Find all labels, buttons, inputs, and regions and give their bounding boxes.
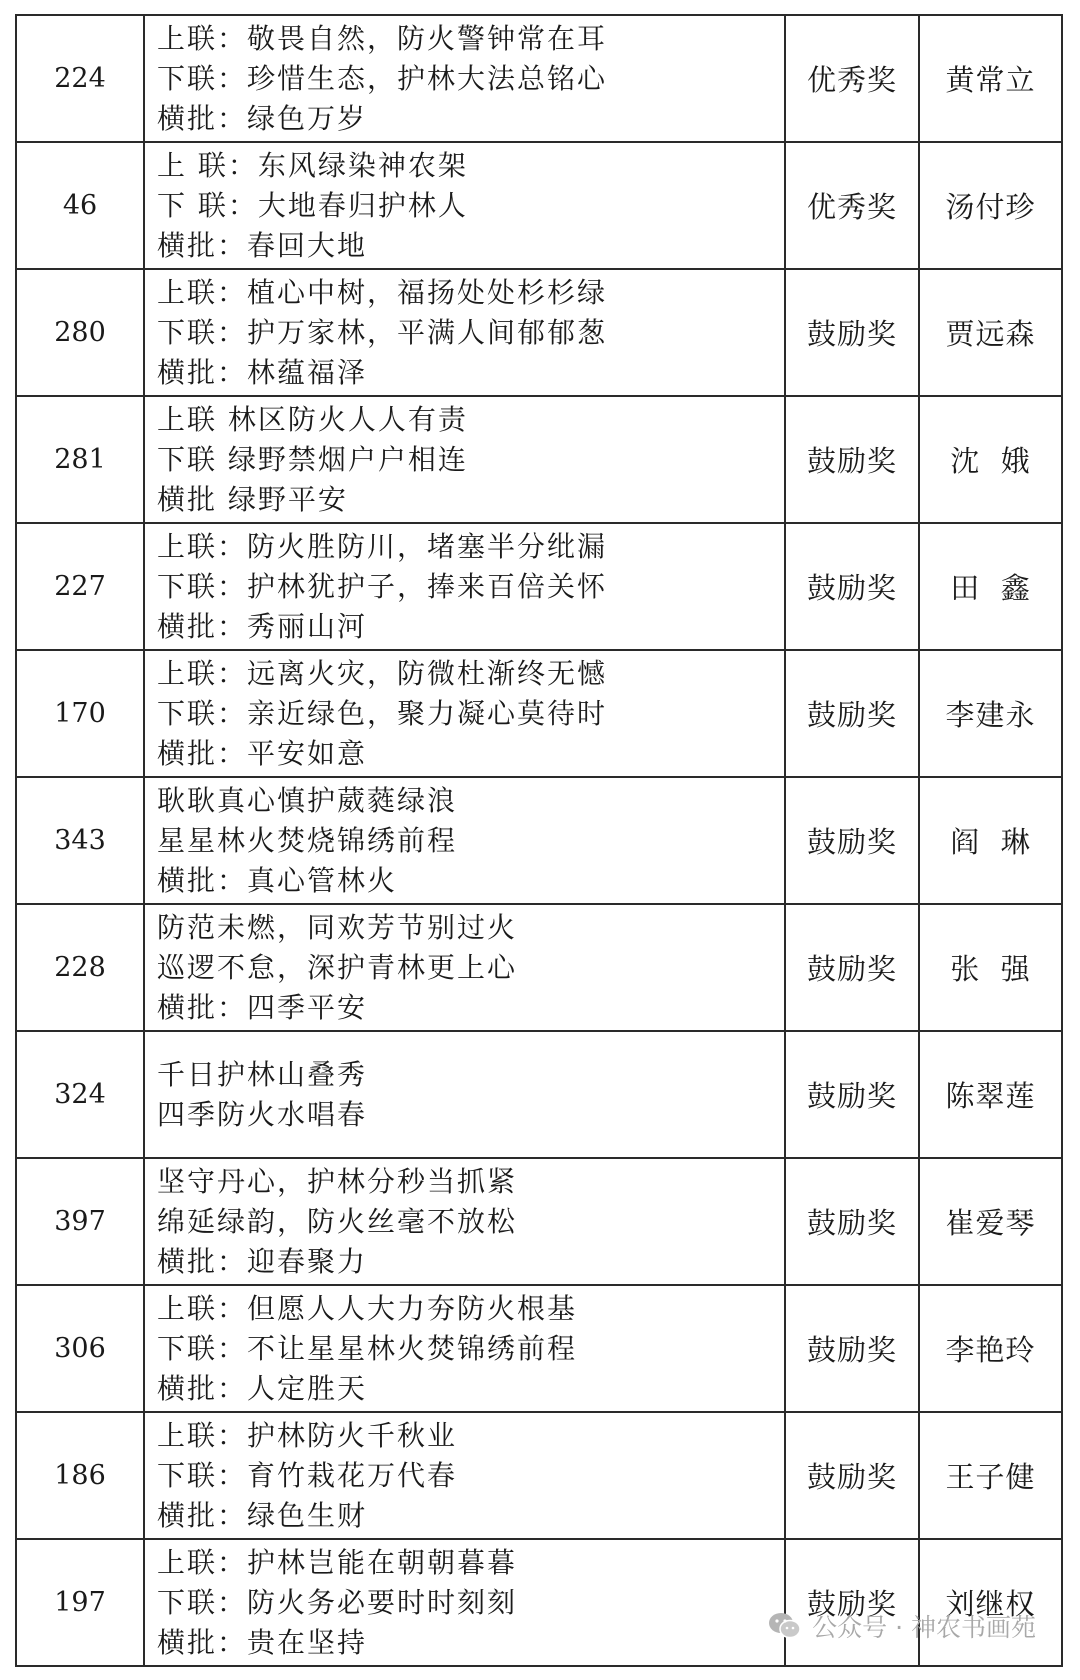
couplet-line: 横批 绿野平安	[157, 482, 348, 516]
author-name: 崔爱琴	[945, 1206, 1036, 1240]
author-name: 李艳玲	[945, 1333, 1036, 1367]
couplet-cell	[144, 1412, 785, 1539]
couplet-cell	[144, 1031, 785, 1158]
couplet-line: 下联：护林犹护子，捧来百倍关怀	[157, 569, 608, 603]
couplet-line: 四季防火水唱春	[157, 1097, 368, 1131]
couplet-line: 下联 绿野禁烟户户相连	[157, 442, 468, 476]
entry-number: 224	[16, 15, 144, 142]
award-level: 鼓励奖	[785, 650, 919, 777]
couplet-cell	[144, 269, 785, 396]
table-row	[16, 1031, 1062, 1158]
author-name-cell	[919, 15, 1062, 142]
couplet-cell	[144, 1285, 785, 1412]
couplet-line: 上联：但愿人人大力夯防火根基	[157, 1291, 578, 1325]
couplet-line: 下联：育竹栽花万代春	[157, 1458, 458, 1492]
author-name: 汤付珍	[945, 190, 1036, 224]
couplet-line: 上联：护林防火千秋业	[157, 1418, 458, 1452]
couplet-line: 横批：贵在坚持	[157, 1625, 368, 1659]
entry-number: 281	[16, 396, 144, 523]
couplet-line: 星星林火焚烧锦绣前程	[157, 823, 458, 857]
table-row	[16, 396, 1062, 523]
couplet-line: 横批：迎春聚力	[157, 1244, 368, 1278]
table-row	[16, 1539, 1062, 1666]
award-level: 鼓励奖	[785, 1539, 919, 1666]
table-row	[16, 650, 1062, 777]
couplet-line: 防范未燃，同欢芳节别过火	[157, 910, 518, 944]
couplet-line: 上联：防火胜防川，堵塞半分纰漏	[157, 529, 608, 563]
couplet-line: 上联：植心中树，福扬处处杉杉绿	[157, 275, 608, 309]
couplet-line: 横批：绿色生财	[157, 1498, 368, 1532]
entry-number: 306	[16, 1285, 144, 1412]
couplet-line: 横批：春回大地	[157, 228, 368, 262]
couplet-line: 下联：防火务必要时时刻刻	[157, 1585, 518, 1619]
award-level: 优秀奖	[785, 142, 919, 269]
author-name-cell	[919, 1412, 1062, 1539]
couplet-line: 横批：四季平安	[157, 990, 368, 1024]
table-row	[16, 142, 1062, 269]
couplet-cell	[144, 1539, 785, 1666]
author-name: 田 鑫	[950, 571, 1031, 605]
table-row	[16, 269, 1062, 396]
award-table	[15, 14, 1063, 1667]
award-table-body	[16, 15, 1062, 1666]
table-row	[16, 523, 1062, 650]
couplet-cell	[144, 142, 785, 269]
couplet-line: 横批：平安如意	[157, 736, 368, 770]
entry-number: 280	[16, 269, 144, 396]
couplet-line: 下联：珍惜生态，护林大法总铭心	[157, 61, 608, 95]
entry-number: 343	[16, 777, 144, 904]
author-name-cell	[919, 904, 1062, 1031]
award-level: 鼓励奖	[785, 904, 919, 1031]
award-level: 鼓励奖	[785, 1158, 919, 1285]
wechat-icon	[768, 1612, 802, 1640]
entry-number: 197	[16, 1539, 144, 1666]
watermark	[768, 1608, 1036, 1644]
award-level: 鼓励奖	[785, 269, 919, 396]
couplet-line: 上 联：东风绿染神农架	[157, 148, 468, 182]
couplet-line: 横批：绿色万岁	[157, 101, 368, 135]
couplet-cell	[144, 396, 785, 523]
author-name-cell	[919, 142, 1062, 269]
author-name: 李建永	[945, 698, 1036, 732]
couplet-line: 绵延绿韵，防火丝毫不放松	[157, 1204, 518, 1238]
couplet-cell	[144, 15, 785, 142]
couplet-line: 横批：林蕴福泽	[157, 355, 368, 389]
author-name-cell	[919, 1158, 1062, 1285]
author-name-cell	[919, 396, 1062, 523]
author-name: 张 强	[950, 952, 1031, 986]
author-name-cell	[919, 1539, 1062, 1666]
couplet-cell	[144, 777, 785, 904]
couplet-line: 横批：真心管林火	[157, 863, 398, 897]
author-name-cell	[919, 650, 1062, 777]
author-name: 沈 娥	[950, 444, 1031, 478]
author-name-cell	[919, 777, 1062, 904]
couplet-line: 上联 林区防火人人有责	[157, 402, 468, 436]
author-name: 贾远森	[945, 317, 1036, 351]
author-name: 刘继权	[945, 1587, 1036, 1621]
couplet-cell	[144, 904, 785, 1031]
table-row	[16, 1412, 1062, 1539]
author-name-cell	[919, 1031, 1062, 1158]
author-name-cell	[919, 269, 1062, 396]
award-level: 鼓励奖	[785, 1412, 919, 1539]
entry-number: 397	[16, 1158, 144, 1285]
couplet-line: 千日护林山叠秀	[157, 1057, 368, 1091]
author-name: 阎 琳	[950, 825, 1031, 859]
couplet-cell	[144, 523, 785, 650]
couplet-cell	[144, 1158, 785, 1285]
couplet-line: 上联：远离火灾，防微杜渐终无憾	[157, 656, 608, 690]
author-name-cell	[919, 1285, 1062, 1412]
couplet-line: 下联：亲近绿色，聚力凝心莫待时	[157, 696, 608, 730]
couplet-line: 下 联：大地春归护林人	[157, 188, 468, 222]
table-row	[16, 1158, 1062, 1285]
entry-number: 186	[16, 1412, 144, 1539]
table-row	[16, 1285, 1062, 1412]
table-row	[16, 904, 1062, 1031]
couplet-line: 横批：秀丽山河	[157, 609, 368, 643]
entry-number: 227	[16, 523, 144, 650]
table-row	[16, 777, 1062, 904]
couplet-line: 巡逻不怠，深护青林更上心	[157, 950, 518, 984]
award-level: 优秀奖	[785, 15, 919, 142]
author-name: 王子健	[945, 1460, 1036, 1494]
couplet-cell	[144, 650, 785, 777]
award-level: 鼓励奖	[785, 1285, 919, 1412]
entry-number: 228	[16, 904, 144, 1031]
author-name: 陈翠莲	[945, 1079, 1036, 1113]
couplet-line: 下联：护万家林，平满人间郁郁葱	[157, 315, 608, 349]
table-row	[16, 15, 1062, 142]
award-level: 鼓励奖	[785, 1031, 919, 1158]
watermark-text: 公众号 · 神农书画苑	[812, 1613, 1036, 1642]
couplet-line: 耿耿真心慎护葳蕤绿浪	[157, 783, 458, 817]
couplet-line: 横批：人定胜天	[157, 1371, 368, 1405]
entry-number: 46	[16, 142, 144, 269]
author-name: 黄常立	[945, 63, 1036, 97]
couplet-line: 下联：不让星星林火焚锦绣前程	[157, 1331, 578, 1365]
couplet-line: 坚守丹心，护林分秒当抓紧	[157, 1164, 518, 1198]
award-level: 鼓励奖	[785, 777, 919, 904]
couplet-line: 上联：护林岂能在朝朝暮暮	[157, 1545, 518, 1579]
award-level: 鼓励奖	[785, 523, 919, 650]
entry-number: 170	[16, 650, 144, 777]
couplet-line: 上联：敬畏自然，防火警钟常在耳	[157, 21, 608, 55]
author-name-cell	[919, 523, 1062, 650]
entry-number: 324	[16, 1031, 144, 1158]
award-level: 鼓励奖	[785, 396, 919, 523]
